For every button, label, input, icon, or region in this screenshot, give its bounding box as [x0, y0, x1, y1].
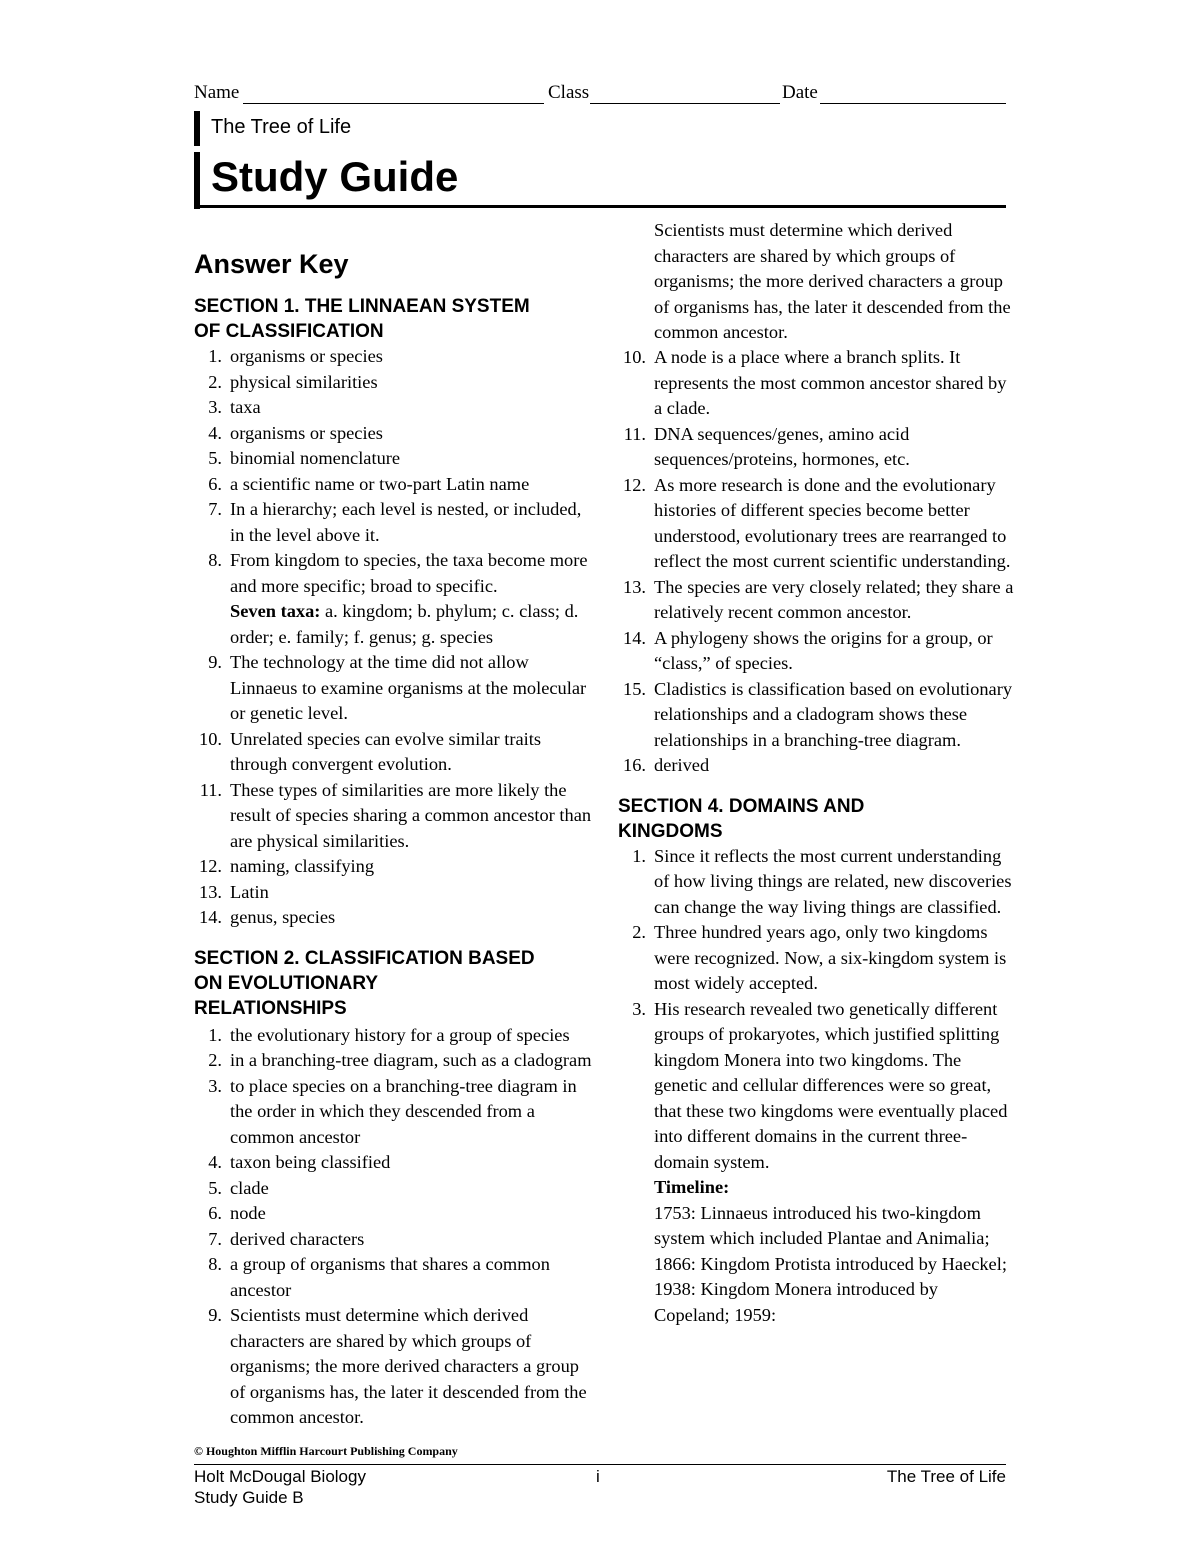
list-item: 10. A node is a place where a branch splits. It represents the most common ancestor shared by a clade. — [623, 347, 1007, 418]
seven-taxa-text: a. kingdom; b. phylum; c. class; d. order; e. family; f. genus; g. species — [230, 601, 579, 647]
section-1-heading — [194, 294, 594, 344]
timeline-label: Timeline: — [654, 1177, 730, 1197]
list-item: 1. Since it reflects the most current understanding of how living things are related, new discoveries can change the way living things are classified. — [632, 845, 1012, 917]
section-1-heading-line2: OF CLASSIFICATION — [194, 321, 384, 342]
footer-rule — [194, 1464, 1006, 1465]
list-item: 3. His research revealed two genetically different groups of prokaryotes, which justified splitting kingdom Monera into two kingdoms. The genetic and cellular differences were so great, that these two kingdoms were eventually placed into different domains in the current three-domain system. Timeline: 1753: Linnaeus introduced his two-kingdom system which included Plantae and Animalia; 1866: Kingdom Protista introduced by Haeckel; 1938: Kingdom Monera introduced by Copeland; 1959: — [632, 998, 1008, 1325]
class-label: Class — [548, 82, 590, 103]
list-item: 12. As more research is done and the evolutionary histories of different species become better understood, evolutionary trees are rearranged to reflect the most current scientific understanding. — [623, 474, 1011, 571]
list-item: 4. organisms or species — [208, 422, 383, 443]
list-item: 15. Cladistics is classification based on evolutionary relationships and a cladogram shows these relationships in a branching-tree diagram. — [623, 678, 1013, 750]
list-item: 8. a group of organisms that shares a common ancestor — [208, 1254, 550, 1300]
section-1-heading-line1: SECTION 1. THE LINNAEAN SYSTEM — [194, 296, 530, 317]
name-blank — [243, 103, 544, 104]
name-label: Name — [194, 82, 240, 103]
list-item: 5. binomial nomenclature — [208, 448, 401, 468]
list-item: 11. These types of similarities are more likely the result of species sharing a common ancestor than are physical similarities. — [199, 779, 592, 851]
list-item: 14. A phylogeny shows the origins for a group, or “class,” of species. — [623, 627, 993, 673]
list-item: 10. Unrelated species can evolve similar traits through convergent evolution. — [199, 728, 541, 774]
section-2-heading-line3: RELATIONSHIPS — [194, 997, 347, 1019]
seven-taxa-label: Seven taxa: — [230, 601, 321, 621]
list-item: 4. taxon being classified — [208, 1152, 391, 1172]
title-bar — [194, 152, 200, 209]
list-item: 13. The species are very closely related; they share a relatively recent common ancestor. — [623, 576, 1014, 622]
list-item: 11. DNA sequences/genes, amino acid sequences/proteins, hormones, etc. — [623, 423, 910, 469]
copyright-notice: © Houghton Mifflin Harcourt Publishing Company — [194, 1444, 458, 1458]
date-label: Date — [782, 82, 818, 103]
list-item-split: 9. Scientists must determine which derived characters are shared by which groups of organisms; the more derived characters a group of organisms has, the later it descended from the common ancestor. — [208, 1305, 587, 1427]
section-2-list-cont — [618, 345, 1018, 779]
subtitle-bar — [194, 111, 200, 146]
list-item: 3. taxa — [208, 397, 261, 417]
list-item: 3. to place species on a branching-tree diagram in the order in which they descended from a common ancestor — [208, 1075, 577, 1147]
list-item: 14. genus, species — [199, 907, 336, 927]
page-title: Study Guide — [211, 153, 459, 200]
list-item: 6. node — [208, 1203, 266, 1223]
list-item: 6. a scientific name or two-part Latin name — [208, 473, 530, 494]
list-item: 2. physical similarities — [208, 371, 378, 392]
section-2-heading-line2: ON EVOLUTIONARY — [194, 972, 379, 994]
list-item: 5. clade — [208, 1177, 269, 1198]
section-2-heading-line1: SECTION 2. CLASSIFICATION BASED — [194, 947, 535, 969]
list-item: 1. organisms or species — [208, 346, 383, 366]
list-item: 7. In a hierarchy; each level is nested, or included, in the level above it. — [208, 499, 582, 545]
section-2-list — [194, 1023, 594, 1427]
title-rule — [194, 205, 1006, 208]
list-item: 8. From kingdom to species, the taxa become more and more specific; broad to specific. Seven taxa: a. kingdom; b. phylum; c. class; d. order; e. family; f. genus; g. species — [208, 550, 588, 647]
section-1-list — [194, 344, 594, 931]
list-item: 13. Latin — [199, 881, 269, 902]
answer-key-heading: Answer Key — [194, 249, 349, 279]
list-item: 12. naming, classifying — [199, 856, 375, 876]
list-item: 9. The technology at the time did not allow Linnaeus to examine organisms at the molecular or genetic level. — [208, 652, 587, 723]
timeline-text: 1753: Linnaeus introduced his two-kingdom system which included Plantae and Animalia; 1866: Kingdom Protista introduced by Haeckel; 1938: Kingdom Monera introduced by Copeland; 1959: — [654, 1202, 1007, 1325]
list-item: 16. derived — [623, 755, 710, 775]
list-item: 7. derived characters — [208, 1228, 365, 1249]
left-column — [194, 294, 594, 1427]
name-class-date-line — [194, 82, 1006, 106]
right-column — [618, 220, 1018, 1328]
list-item: 2. in a branching-tree diagram, such as a cladogram — [208, 1050, 592, 1070]
section-4-heading-line1: SECTION 4. DOMAINS AND — [618, 795, 865, 817]
section-4-heading — [618, 794, 1018, 844]
date-blank — [820, 103, 1006, 104]
footer-guide-name: Study Guide B — [194, 1488, 304, 1507]
section-2-heading — [194, 946, 594, 1021]
class-blank — [590, 103, 780, 104]
chapter-subtitle: The Tree of Life — [211, 116, 352, 138]
footer-book-title: Holt McDougal Biology — [194, 1467, 366, 1486]
list-item: 1. the evolutionary history for a group of species — [208, 1024, 570, 1045]
footer-chapter-title: The Tree of Life — [886, 1467, 1006, 1486]
page-number: i — [596, 1467, 600, 1486]
item-9-continuation: Scientists must determine which derived characters are shared by which groups of organisms; the more derived characters a group of organisms has, the later it descended from the common ancestor. — [654, 220, 1011, 342]
section-4-heading-line2: KINGDOMS — [618, 820, 723, 842]
section-4-list — [618, 844, 1018, 1329]
list-item: 2. Three hundred years ago, only two kingdoms were recognized. Now, a six-kingdom system is most widely accepted. — [632, 922, 1007, 993]
